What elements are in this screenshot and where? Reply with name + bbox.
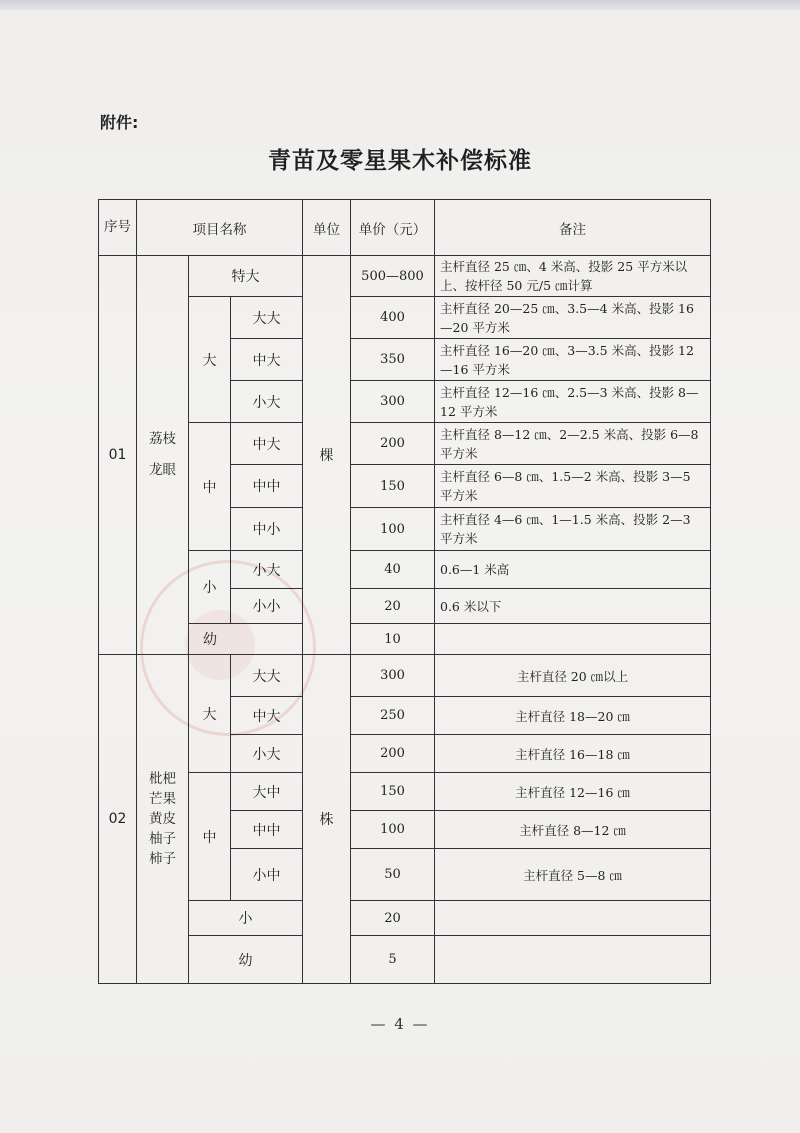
group2-note: 主杆直径 18—20 ㎝ <box>435 697 711 735</box>
attachment-label: 附件: <box>100 113 139 132</box>
header-unit-price: 单价（元） <box>351 200 435 256</box>
group2-small-price: 20 <box>351 901 435 936</box>
group1-size-big: 大 <box>189 297 231 423</box>
group1-note: 主杆直径 8—12 ㎝、2—2.5 米高、投影 6—8 平方米 <box>435 423 711 465</box>
group1-special-price: 500—800 <box>351 256 435 297</box>
group2-size-mid: 中 <box>189 773 231 901</box>
group1-price: 150 <box>351 465 435 508</box>
group2-name-1: 枇杷 <box>149 771 176 787</box>
table-row <box>99 655 711 697</box>
group2-size-young: 幼 <box>189 936 303 984</box>
group1-note: 主杆直径 12—16 ㎝、2.5—3 米高、投影 8—12 平方米 <box>435 381 711 423</box>
group2-unit: 株 <box>303 655 351 984</box>
group2-note: 主杆直径 16—18 ㎝ <box>435 735 711 773</box>
group2-note: 主杆直径 12—16 ㎝ <box>435 773 711 811</box>
group1-size-mid: 中 <box>189 423 231 551</box>
group1-sub: 小小 <box>231 589 303 624</box>
group1-seq: 01 <box>99 256 137 655</box>
group1-price: 20 <box>351 589 435 624</box>
table-row <box>99 297 711 339</box>
group1-size-small: 小 <box>189 551 231 624</box>
group2-price: 250 <box>351 697 435 735</box>
page-number: — 4 — <box>370 1015 430 1033</box>
group1-note: 0.6 米以下 <box>435 589 711 624</box>
group2-price: 300 <box>351 655 435 697</box>
group1-note: 主杆直径 16—20 ㎝、3—3.5 米高、投影 12—16 平方米 <box>435 339 711 381</box>
table-row <box>99 773 711 811</box>
group1-special-label: 特大 <box>189 256 303 297</box>
group2-price: 100 <box>351 811 435 849</box>
group2-name-4: 柚子 <box>149 831 176 847</box>
header-note: 备注 <box>435 200 711 256</box>
header-unit: 单位 <box>303 200 351 256</box>
group1-note: 主杆直径 6—8 ㎝、1.5—2 米高、投影 3—5 平方米 <box>435 465 711 508</box>
group1-price: 40 <box>351 551 435 589</box>
compensation-table <box>98 199 711 984</box>
document-title: 青苗及零星果木补偿标准 <box>268 148 532 174</box>
group2-name-5: 柿子 <box>149 851 176 867</box>
group1-price: 100 <box>351 508 435 551</box>
group2-name-2: 芒果 <box>149 791 176 807</box>
group2-price: 200 <box>351 735 435 773</box>
group1-sub: 中中 <box>231 465 303 508</box>
group1-young-price: 10 <box>351 624 435 655</box>
group1-special-note: 主杆直径 25 ㎝、4 米高、投影 25 平方米以上、按杆径 50 元/5 ㎝计算 <box>435 256 711 297</box>
group2-young-price: 5 <box>351 936 435 984</box>
group2-name-3: 黄皮 <box>149 811 176 827</box>
group2-note: 主杆直径 20 ㎝以上 <box>435 655 711 697</box>
group2-note: 主杆直径 8—12 ㎝ <box>435 811 711 849</box>
group2-price: 150 <box>351 773 435 811</box>
group1-name-2: 龙眼 <box>149 462 176 478</box>
group1-price: 300 <box>351 381 435 423</box>
group2-note: 主杆直径 5—8 ㎝ <box>435 849 711 901</box>
group2-young-note <box>435 936 711 984</box>
group1-size-young: 幼 <box>189 624 303 655</box>
group1-price: 350 <box>351 339 435 381</box>
group1-sub: 小大 <box>231 381 303 423</box>
scan-top-edge <box>0 0 800 10</box>
group2-names <box>137 655 189 984</box>
header-item-name: 项目名称 <box>137 200 303 256</box>
group2-seq: 02 <box>99 655 137 984</box>
group1-price: 400 <box>351 297 435 339</box>
group2-price: 50 <box>351 849 435 901</box>
table-row <box>99 551 711 589</box>
group1-unit: 棵 <box>303 256 351 655</box>
group1-price: 200 <box>351 423 435 465</box>
group2-sub: 大大 <box>231 655 303 697</box>
group1-sub: 中大 <box>231 339 303 381</box>
table-row <box>99 936 711 984</box>
group2-size-big: 大 <box>189 655 231 773</box>
table-row <box>99 423 711 465</box>
group2-sub: 大中 <box>231 773 303 811</box>
group2-sub: 小中 <box>231 849 303 901</box>
table-row <box>99 256 711 297</box>
group1-note: 0.6—1 米高 <box>435 551 711 589</box>
table-row <box>99 624 711 655</box>
group1-sub: 大大 <box>231 297 303 339</box>
group1-note: 主杆直径 4—6 ㎝、1—1.5 米高、投影 2—3 平方米 <box>435 508 711 551</box>
header-seq: 序号 <box>99 200 137 256</box>
group2-size-small: 小 <box>189 901 303 936</box>
group1-sub: 小大 <box>231 551 303 589</box>
table-header-row <box>99 200 711 256</box>
group2-sub: 小大 <box>231 735 303 773</box>
group2-small-note <box>435 901 711 936</box>
group2-sub: 中大 <box>231 697 303 735</box>
group1-sub: 中大 <box>231 423 303 465</box>
group1-young-note <box>435 624 711 655</box>
table-row <box>99 901 711 936</box>
group1-sub: 中小 <box>231 508 303 551</box>
group1-name-1: 荔枝 <box>149 431 176 447</box>
group1-note: 主杆直径 20—25 ㎝、3.5—4 米高、投影 16—20 平方米 <box>435 297 711 339</box>
group1-names <box>137 256 189 655</box>
group2-sub: 中中 <box>231 811 303 849</box>
